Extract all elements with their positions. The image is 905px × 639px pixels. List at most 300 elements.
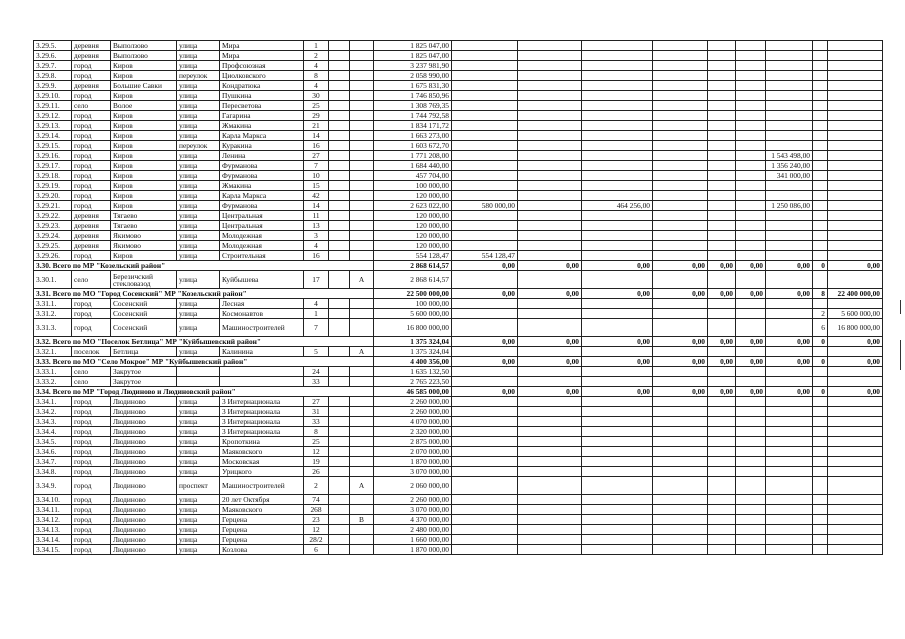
table-cell [736,319,766,337]
table-cell: Куйбышева [220,271,304,289]
table-cell [736,457,766,467]
table-cell: 3 070 000,00 [374,505,452,515]
table-cell: город [72,477,111,495]
table-cell: Выползово [111,41,177,51]
table-cell [708,81,736,91]
table-row [34,61,883,71]
table-cell [708,477,736,495]
table-cell [582,309,653,319]
table-cell: улица [177,171,220,181]
table-cell: 2 875 000,00 [374,437,452,447]
table-cell [708,299,736,309]
table-cell [452,91,518,101]
table-cell [653,121,708,131]
table-cell [518,407,582,417]
table-cell [708,101,736,111]
table-cell [518,131,582,141]
table-cell [813,477,828,495]
table-cell: 2 260 000,00 [374,495,452,505]
table-row [34,387,883,397]
table-cell: Московская [220,457,304,467]
table-cell: деревня [72,81,111,91]
table-cell [653,101,708,111]
table-row [34,377,883,387]
table-row [34,495,883,505]
table-cell: Сосенский [111,319,177,337]
table-cell: Волое [111,101,177,111]
table-cell: улица [177,211,220,221]
table-cell [329,467,350,477]
table-cell [736,171,766,181]
table-cell: улица [177,271,220,289]
table-row [34,357,883,367]
table-cell: 1 [304,41,329,51]
table-cell [736,299,766,309]
table-cell: 0,00 [708,337,736,347]
table-cell [813,251,828,261]
table-cell: Тягаево [111,211,177,221]
table-cell [813,347,828,357]
table-cell: 2 765 223,50 [374,377,452,387]
table-cell: 0,00 [518,387,582,397]
table-cell: город [72,191,111,201]
table-cell [736,71,766,81]
table-cell [350,131,374,141]
table-cell: 3.29.19. [34,181,72,191]
table-cell [653,41,708,51]
table-cell: 1 684 440,00 [374,161,452,171]
table-cell [350,81,374,91]
table-cell: Людиново [111,397,177,407]
table-cell [452,241,518,251]
table-cell: 3.32. Всего по МО "Поселок Бетлица" МР "Куйбышевский район" [34,337,374,347]
table-cell [708,171,736,181]
table-cell [329,397,350,407]
table-cell: 0,00 [653,261,708,271]
table-cell [653,221,708,231]
table-cell: переулок [177,141,220,151]
table-cell [766,319,813,337]
table-cell: 120 000,00 [374,221,452,231]
table-cell [350,101,374,111]
table-cell: 1 356 240,00 [766,161,813,171]
table-cell [452,101,518,111]
table-cell [708,397,736,407]
table-cell: 30 [304,91,329,101]
table-cell [452,447,518,457]
table-cell [766,397,813,407]
table-cell [350,71,374,81]
table-cell [766,467,813,477]
table-row [34,231,883,241]
table-cell: 3.29.24. [34,231,72,241]
table-cell: 3.29.5. [34,41,72,51]
table-cell: город [72,397,111,407]
table-cell [828,201,883,211]
table-cell: 3.34.11. [34,505,72,515]
table-cell: Пушкина [220,91,304,101]
table-cell: 5 600 000,00 [374,309,452,319]
table-cell: 1 675 831,30 [374,81,452,91]
table-cell: 3 Интернационала [220,407,304,417]
table-cell: 4 400 356,00 [374,357,452,367]
table-cell [329,41,350,51]
table-cell [329,495,350,505]
table-cell: улица [177,437,220,447]
table-cell [582,467,653,477]
table-cell [518,161,582,171]
table-cell: 3.29.26. [34,251,72,261]
table-cell: Киров [111,131,177,141]
table-cell: 7 [304,319,329,337]
table-cell: Киров [111,171,177,181]
table-cell [582,437,653,447]
table-cell: 26 [304,467,329,477]
table-cell [766,495,813,505]
table-cell [350,111,374,121]
table-cell [708,221,736,231]
table-cell [653,299,708,309]
table-row [34,101,883,111]
table-cell: Киров [111,201,177,211]
table-cell [736,51,766,61]
table-cell: 1 825 047,00 [374,51,452,61]
table-cell: 1 746 850,96 [374,91,452,101]
table-cell [452,545,518,555]
table-cell [452,121,518,131]
table-cell: 2 260 000,00 [374,397,452,407]
table-cell [518,211,582,221]
table-row [34,367,883,377]
table-cell [813,299,828,309]
table-row [34,71,883,81]
table-cell [350,407,374,417]
table-cell [653,347,708,357]
table-cell [813,111,828,121]
table-row [34,347,883,357]
table-cell: 3.34.12. [34,515,72,525]
table-cell [708,161,736,171]
table-cell [653,61,708,71]
table-cell [582,299,653,309]
table-cell [582,171,653,181]
table-row [34,151,883,161]
table-row [34,131,883,141]
table-cell: 4 [304,299,329,309]
table-row [34,505,883,515]
table-cell [582,447,653,457]
table-cell: 42 [304,191,329,201]
table-cell: 23 [304,515,329,525]
table-cell [518,347,582,357]
table-cell: улица [177,457,220,467]
table-row [34,241,883,251]
table-cell: 1 375 324,04 [374,347,452,357]
table-cell [350,51,374,61]
table-cell [653,467,708,477]
table-cell [452,191,518,201]
table-cell [452,437,518,447]
table-row [34,261,883,271]
table-cell [653,91,708,101]
table-cell [452,535,518,545]
table-cell [828,367,883,377]
table-cell [708,447,736,457]
table-row [34,91,883,101]
table-cell: Фурманова [220,201,304,211]
table-cell [813,515,828,525]
table-row [34,141,883,151]
table-cell: Киров [111,191,177,201]
table-cell [329,81,350,91]
table-cell: 7 [304,161,329,171]
table-cell [350,241,374,251]
table-row [34,251,883,261]
table-cell [766,299,813,309]
table-cell: город [72,309,111,319]
table-cell: 3.34.14. [34,535,72,545]
table-row [34,181,883,191]
table-cell [452,367,518,377]
table-cell: 3.29.8. [34,71,72,81]
table-cell [452,221,518,231]
table-cell [736,211,766,221]
table-cell [582,71,653,81]
table-cell: Киров [111,251,177,261]
table-cell [708,111,736,121]
table-cell [518,41,582,51]
table-cell [653,231,708,241]
table-row [34,161,883,171]
table-cell [828,241,883,251]
table-cell [518,141,582,151]
table-cell: город [72,417,111,427]
table-cell: улица [177,121,220,131]
table-cell: 12 [304,447,329,457]
table-cell: 17 [304,271,329,289]
table-cell [813,51,828,61]
table-cell [350,525,374,535]
table-cell [518,515,582,525]
table-cell [452,495,518,505]
table-cell: 0,00 [452,289,518,299]
table-cell [736,151,766,161]
table-cell: Людиново [111,495,177,505]
table-cell [813,457,828,467]
table-cell [582,241,653,251]
table-cell: улица [177,467,220,477]
table-row [34,299,883,309]
table-cell: 1 834 171,72 [374,121,452,131]
table-cell [582,477,653,495]
table-cell [518,467,582,477]
table-cell: 15 [304,181,329,191]
table-cell: 0,00 [736,289,766,299]
table-cell: 3.29.18. [34,171,72,181]
table-cell: Людиново [111,505,177,515]
table-cell [708,41,736,51]
table-cell [518,231,582,241]
table-cell: 0,00 [708,289,736,299]
table-cell [452,427,518,437]
table-cell: 3.30.1. [34,271,72,289]
table-cell: 29 [304,111,329,121]
table-cell: 3.34.2. [34,407,72,417]
table-cell [329,111,350,121]
table-cell [828,61,883,71]
table-cell: 0,00 [452,387,518,397]
table-cell: 3.29.22. [34,211,72,221]
table-cell: улица [177,231,220,241]
table-cell [350,181,374,191]
table-cell [813,417,828,427]
table-cell: улица [177,525,220,535]
table-cell: Маяковского [220,505,304,515]
table-cell: 3.29.6. [34,51,72,61]
table-cell: Людиново [111,447,177,457]
table-cell [177,377,220,387]
table-cell [329,525,350,535]
table-row [34,545,883,555]
table-cell [329,271,350,289]
table-cell [708,377,736,387]
table-cell: город [72,545,111,555]
table-cell: Циолковского [220,71,304,81]
table-cell [452,457,518,467]
table-cell: деревня [72,231,111,241]
table-cell: город [72,495,111,505]
table-cell: 2 070 000,00 [374,447,452,457]
table-row [34,51,883,61]
table-cell: 0,00 [736,261,766,271]
table-cell: 3.29.17. [34,161,72,171]
table-cell: Машиностроителей [220,477,304,495]
table-row [34,319,883,337]
table-cell [828,347,883,357]
table-cell [653,535,708,545]
table-cell: 19 [304,457,329,467]
table-cell: 0,00 [518,261,582,271]
table-cell: 0,00 [582,261,653,271]
table-cell [708,201,736,211]
table-cell: 0,00 [708,357,736,367]
table-row [34,271,883,289]
table-cell: 3.31. Всего по МО "Город Сосенский" МР "Козельский район" [34,289,374,299]
table-cell [708,525,736,535]
table-cell [653,211,708,221]
page-edge-mark [900,300,901,314]
table-cell: город [72,71,111,81]
table-cell [766,515,813,525]
table-cell [736,181,766,191]
table-cell: 0,00 [653,387,708,397]
table-cell: Сосенский [111,299,177,309]
table-cell: А [350,477,374,495]
table-cell [518,91,582,101]
table-cell [452,211,518,221]
table-cell: улица [177,151,220,161]
table-cell [736,545,766,555]
table-row [34,337,883,347]
table-cell: 120 000,00 [374,191,452,201]
table-cell: 120 000,00 [374,241,452,251]
table-cell: город [72,535,111,545]
table-cell: 2 [813,309,828,319]
table-cell [350,495,374,505]
table-cell: 3.34.1. [34,397,72,407]
table-cell [518,505,582,515]
table-row [34,525,883,535]
table-cell [736,495,766,505]
table-cell [736,447,766,457]
table-cell: Большие Савки [111,81,177,91]
table-cell: улица [177,181,220,191]
table-cell [708,319,736,337]
table-cell [828,171,883,181]
table-cell: 1 [304,309,329,319]
table-cell: Карла Маркса [220,131,304,141]
table-cell: 0 [813,261,828,271]
table-cell: 3 Интернационала [220,397,304,407]
table-cell: Машиностроителей [220,319,304,337]
table-cell: Калинина [220,347,304,357]
table-cell [653,367,708,377]
table-cell [329,377,350,387]
table-cell: 3.29.14. [34,131,72,141]
table-cell [736,241,766,251]
table-cell [582,271,653,289]
table-cell: город [72,61,111,71]
table-cell: Центральная [220,211,304,221]
table-cell: 2 480 000,00 [374,525,452,535]
table-cell: улица [177,161,220,171]
table-cell: 25 [304,437,329,447]
table-cell [452,271,518,289]
table-cell [708,457,736,467]
table-cell: Урицкого [220,467,304,477]
table-cell [653,495,708,505]
table-cell [329,477,350,495]
table-cell [813,535,828,545]
table-cell [452,161,518,171]
table-cell [766,91,813,101]
table-cell [350,151,374,161]
table-cell: 3 237 981,90 [374,61,452,71]
table-cell: 3.30. Всего по МР "Козельский район" [34,261,374,271]
table-cell [350,161,374,171]
table-cell [518,111,582,121]
table-cell: Людиново [111,427,177,437]
table-cell [766,437,813,447]
table-cell: 464 256,00 [582,201,653,211]
table-cell: Людиново [111,535,177,545]
table-cell [828,271,883,289]
table-cell [708,347,736,357]
table-cell [452,347,518,357]
table-cell [653,545,708,555]
table-cell [518,319,582,337]
table-cell [518,437,582,447]
table-cell: улица [177,347,220,357]
table-cell: 1 870 000,00 [374,457,452,467]
table-cell [452,231,518,241]
table-cell [766,181,813,191]
table-cell [653,407,708,417]
table-cell: 0,00 [452,261,518,271]
table-cell: улица [177,515,220,525]
table-cell [828,495,883,505]
table-cell: улица [177,91,220,101]
